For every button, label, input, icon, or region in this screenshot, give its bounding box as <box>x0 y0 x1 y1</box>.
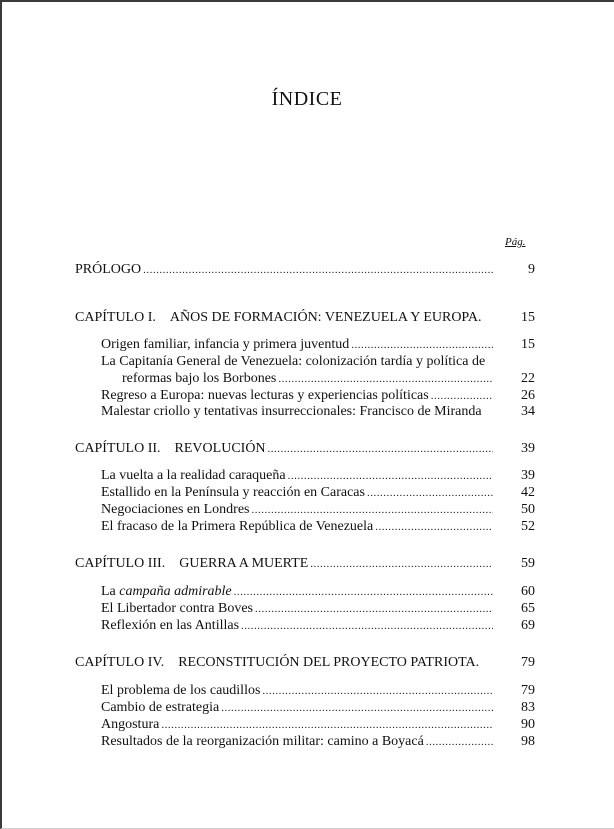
leader-dots <box>310 556 493 572</box>
toc-page-number: 34 <box>521 404 535 419</box>
toc-entry-text: Negociaciones en Londres <box>101 502 250 517</box>
toc-entry-text: La Capitanía General de Venezuela: colonización tardía y política de <box>101 354 486 369</box>
toc-entry-prologo[interactable] <box>75 262 535 278</box>
toc-entry[interactable] <box>101 717 535 733</box>
toc-entry[interactable] <box>101 485 535 501</box>
toc-entry-text: Cambio de estrategia <box>101 700 220 715</box>
toc-page-number: 90 <box>521 717 535 732</box>
leader-dots <box>375 519 493 535</box>
toc-page-number: 52 <box>521 519 535 534</box>
toc-entry-text: Malestar criollo y tentativas insurreccionales: Francisco de Miranda <box>101 404 482 419</box>
toc-chapter-2[interactable] <box>75 441 535 457</box>
toc-page-number: 65 <box>521 601 535 616</box>
toc-page-number: 50 <box>521 502 535 517</box>
toc-page-number: 9 <box>528 262 535 277</box>
toc-page-number: 42 <box>521 485 535 500</box>
italic-title: campaña admirable <box>119 584 232 599</box>
page-column-header: Pág. <box>505 236 526 248</box>
toc-entry[interactable] <box>101 700 535 716</box>
leader-dots <box>268 441 493 457</box>
toc-page-number: 15 <box>521 337 535 352</box>
toc-entry-text: La vuelta a la realidad caraqueña <box>101 468 286 483</box>
chapter-title: REVOLUCIÓN <box>174 441 266 456</box>
toc-entry-text: Regreso a Europa: nuevas lecturas y experiencias políticas <box>101 388 429 403</box>
toc-entry-text: El Libertador contra Boves <box>101 601 254 616</box>
toc-page-number: 22 <box>521 371 535 386</box>
toc-entry-text: Estallido en la Península y reacción en Caracas <box>101 485 365 500</box>
chapter-title: AÑOS DE FORMACIÓN: VENEZUELA Y EUROPA. <box>169 310 482 325</box>
toc-page-number: 39 <box>521 468 535 483</box>
leader-dots <box>426 734 493 750</box>
toc-entry-continuation[interactable] <box>122 371 535 387</box>
toc-entry[interactable] <box>101 519 535 535</box>
leader-dots <box>278 371 493 387</box>
chapter-title: GUERRA A MUERTE <box>179 556 309 571</box>
toc-entry[interactable] <box>101 468 535 484</box>
toc-page-number: 15 <box>521 310 535 325</box>
page-title: ÍNDICE <box>271 88 343 110</box>
chapter-label: CAPÍTULO II. <box>75 441 161 456</box>
toc-page-number: 26 <box>521 388 535 403</box>
toc-chapter-3[interactable] <box>75 556 535 572</box>
toc-entry[interactable] <box>101 337 535 353</box>
toc-entry[interactable] <box>101 388 535 404</box>
leader-dots <box>351 337 493 353</box>
toc-page-number: 69 <box>521 618 535 633</box>
toc-entry[interactable] <box>101 354 535 370</box>
leader-dots <box>252 502 494 518</box>
toc-entry-text: PRÓLOGO <box>75 262 142 277</box>
leader-dots <box>431 388 493 404</box>
toc-page-number: 59 <box>521 556 535 571</box>
chapter-title: RECONSTITUCIÓN DEL PROYECTO PATRIOTA. <box>178 655 480 670</box>
toc-entry[interactable] <box>101 601 535 617</box>
toc-entry[interactable] <box>101 584 535 600</box>
toc-page-number: 98 <box>521 734 535 749</box>
toc-entry-text: Reflexión en las Antillas <box>101 618 240 633</box>
toc-entry[interactable] <box>101 618 535 634</box>
leader-dots <box>367 485 493 501</box>
leader-dots <box>221 700 493 716</box>
toc-entry-text: El problema de los caudillos <box>101 683 261 698</box>
leader-dots <box>161 717 493 733</box>
chapter-label: CAPÍTULO III. <box>75 556 166 571</box>
leader-dots <box>143 262 493 278</box>
toc-page-number: 39 <box>521 441 535 456</box>
toc-entry-text: El fracaso de la Primera República de Venezuela <box>101 519 374 534</box>
toc-page-number: 79 <box>521 683 535 698</box>
leader-dots <box>262 683 493 699</box>
toc-entry[interactable] <box>101 683 535 699</box>
toc-entry[interactable] <box>101 404 535 420</box>
toc-entry-text: Angostura <box>101 717 160 732</box>
toc-entry-text: Origen familiar, infancia y primera juventud <box>101 337 350 352</box>
toc-page-number: 79 <box>521 655 535 670</box>
toc-entry[interactable] <box>101 734 535 750</box>
leader-dots <box>234 584 493 600</box>
toc-entry[interactable] <box>101 502 535 518</box>
toc-page-number: 60 <box>521 584 535 599</box>
leader-dots <box>288 468 493 484</box>
toc-page-number: 83 <box>521 700 535 715</box>
toc-chapter-4[interactable] <box>75 655 535 671</box>
leader-dots <box>241 618 493 634</box>
toc-entry-text: reformas bajo los Borbones <box>122 371 277 386</box>
chapter-label: CAPÍTULO I. <box>75 310 156 325</box>
leader-dots <box>255 601 493 617</box>
toc-chapter-1[interactable] <box>75 310 535 326</box>
toc-entry-text: Resultados de la reorganización militar: camino a Boyacá <box>101 734 424 749</box>
toc-entry-text: La campaña admirable <box>101 584 232 599</box>
chapter-label: CAPÍTULO IV. <box>75 655 165 670</box>
